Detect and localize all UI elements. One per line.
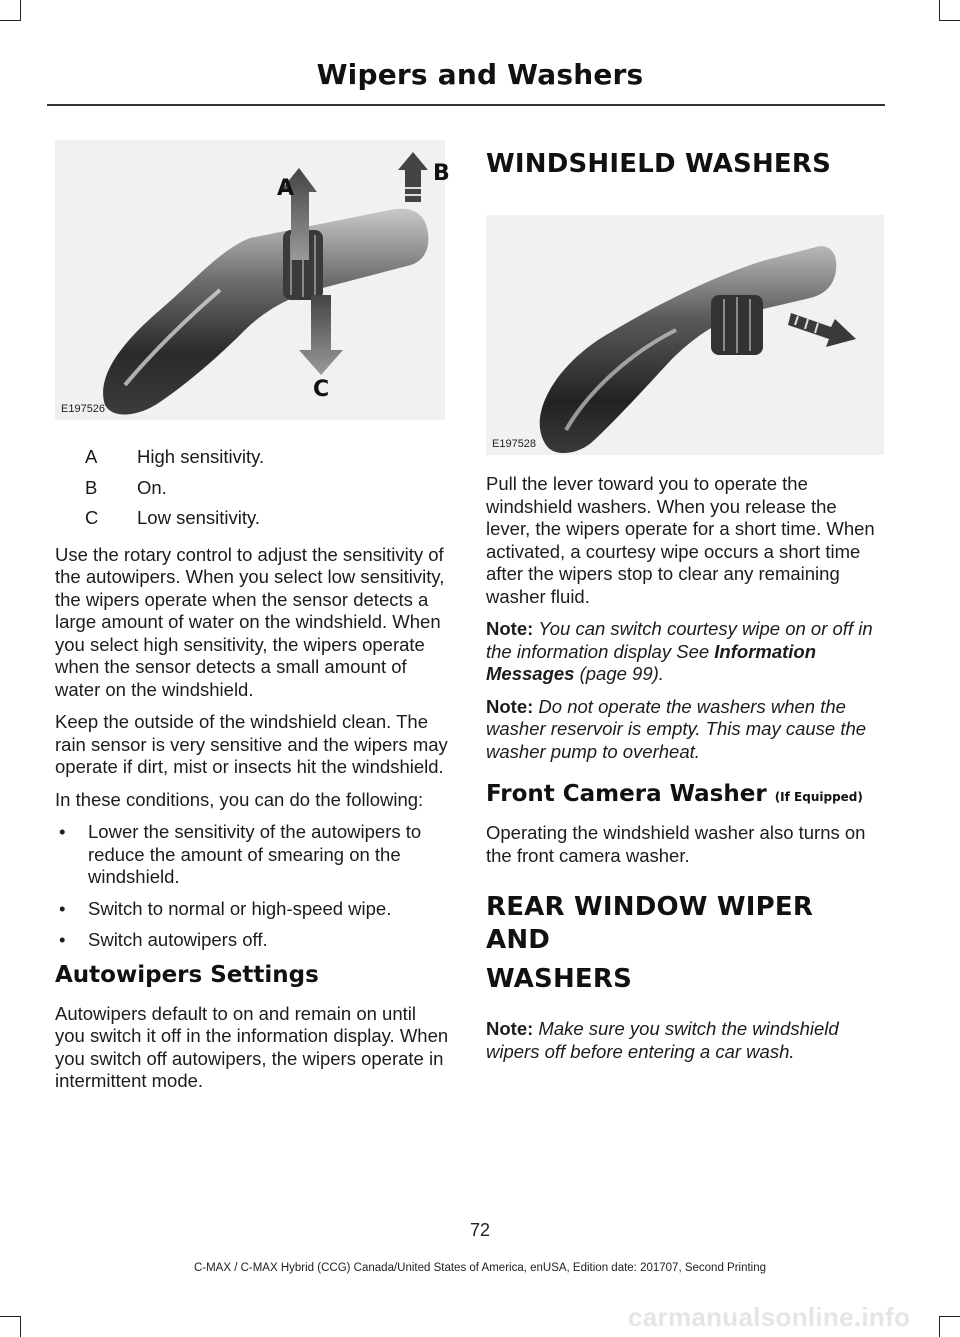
crop-mark bbox=[939, 0, 940, 21]
crop-mark bbox=[939, 1316, 960, 1317]
bullet-icon: • bbox=[59, 897, 66, 919]
paragraph: Operating the windshield washer also turns on the front camera washer. bbox=[486, 822, 866, 866]
watermark: carmanualsonline.info bbox=[628, 1302, 911, 1332]
legend-row bbox=[55, 507, 450, 530]
note-text: Make sure you switch the windshield wipers off before entering a car wash. bbox=[486, 1018, 839, 1062]
section-heading: WINDSHIELD WASHERS bbox=[486, 149, 832, 179]
paragraph: Use the rotary control to adjust the sensitivity of the autowipers. When you select low sensitivity, the wipers operate when the sensor detects a large amount of water on the windshield. When you select high sensitivity, the wipers operate when the sensor detects a small amount of water on the windshield. bbox=[55, 543, 445, 700]
list-item-text: Lower the sensitivity of the autowipers to reduce the amount of smearing on the windshield. bbox=[88, 821, 422, 887]
crop-mark bbox=[939, 1316, 940, 1337]
figure-code: E197528 bbox=[492, 438, 537, 450]
bullet-list bbox=[55, 821, 450, 952]
note-text: Do not operate the washers when the washer reservoir is empty. This may cause the washer pump to overheat. bbox=[486, 695, 867, 762]
figure-legend bbox=[55, 446, 450, 530]
crop-mark bbox=[939, 20, 960, 21]
bullet-icon: • bbox=[59, 929, 66, 950]
header-divider bbox=[47, 104, 885, 106]
page-title: Wipers and Washers bbox=[316, 58, 644, 91]
bullet-icon: • bbox=[59, 821, 66, 842]
note-label: Note: bbox=[486, 618, 534, 639]
heading-line: REAR WINDOW WIPER AND bbox=[486, 892, 814, 955]
note-text: You can switch courtesy wipe on or off in the information display See bbox=[486, 618, 873, 662]
lever-body bbox=[540, 246, 837, 453]
list-item bbox=[55, 929, 450, 952]
section-heading bbox=[486, 891, 886, 996]
note-label: Note: bbox=[486, 695, 534, 717]
list-item bbox=[55, 898, 450, 921]
cross-reference-link[interactable]: Information Messages bbox=[486, 640, 817, 684]
wiper-lever-pull-illustration bbox=[486, 215, 884, 455]
subheading-text: Front Camera Washer bbox=[486, 781, 767, 807]
page-reference: (page 99) bbox=[579, 663, 659, 684]
arrow-c-icon bbox=[299, 295, 343, 375]
lever-body bbox=[103, 209, 428, 415]
right-column bbox=[486, 140, 886, 1073]
figure-label-c: C bbox=[313, 377, 330, 402]
figure-label-a: A bbox=[277, 176, 295, 201]
wiper-lever-pull-figure bbox=[486, 215, 884, 455]
heading-line: WASHERS bbox=[486, 964, 633, 994]
note bbox=[486, 1018, 886, 1063]
subheading-suffix: (If Equipped) bbox=[774, 790, 863, 804]
note bbox=[486, 696, 886, 764]
legend-key: B bbox=[85, 476, 98, 498]
footer-text: C-MAX / C-MAX Hybrid (CCG) Canada/United States of America, enUSA, Edition date: 201707, Second Printing bbox=[193, 1262, 767, 1274]
paragraph: Keep the outside of the windshield clean. The rain sensor is very sensitive and the wipers may operate if dirt, mist or insects hit the windshield. bbox=[55, 711, 448, 777]
note bbox=[486, 618, 886, 686]
list-item-text: Switch autowipers off. bbox=[88, 929, 268, 950]
left-column bbox=[55, 140, 450, 1103]
list-item-text: Switch to normal or high-speed wipe. bbox=[88, 897, 392, 919]
paragraph: Autowipers default to on and remain on until you switch it off in the information display. When you switch off autowipers, the wipers operate in intermittent mode. bbox=[55, 1002, 449, 1091]
crop-mark bbox=[20, 0, 21, 21]
crop-mark bbox=[0, 20, 21, 21]
section-subheading bbox=[486, 781, 886, 807]
figure-label-b: B bbox=[433, 161, 450, 186]
legend-key: A bbox=[85, 446, 98, 467]
legend-text: Low sensitivity. bbox=[137, 507, 261, 528]
crop-mark bbox=[20, 1316, 21, 1337]
page-number: 72 bbox=[469, 1220, 491, 1240]
legend-text: On. bbox=[137, 476, 167, 498]
note-label: Note: bbox=[486, 1018, 534, 1039]
paragraph: Pull the lever toward you to operate the windshield washers. When you release the lever, the wipers operate for a short time. When activated, a courtesy wipe occurs a short time after the wipers stop to clear any remaining washer fluid. bbox=[486, 473, 875, 607]
legend-row bbox=[55, 446, 450, 469]
crop-mark bbox=[0, 1316, 21, 1317]
legend-row bbox=[55, 477, 450, 500]
list-item bbox=[55, 821, 450, 889]
figure-code: E197526 bbox=[61, 403, 106, 415]
note-end: . bbox=[658, 663, 664, 684]
legend-text: High sensitivity. bbox=[137, 446, 265, 467]
legend-key: C bbox=[85, 507, 99, 528]
section-subheading: Autowipers Settings bbox=[55, 961, 319, 988]
paragraph: In these conditions, you can do the following: bbox=[55, 788, 424, 810]
wiper-lever-rotary-illustration bbox=[55, 140, 450, 420]
wiper-lever-rotary-figure bbox=[55, 140, 450, 420]
